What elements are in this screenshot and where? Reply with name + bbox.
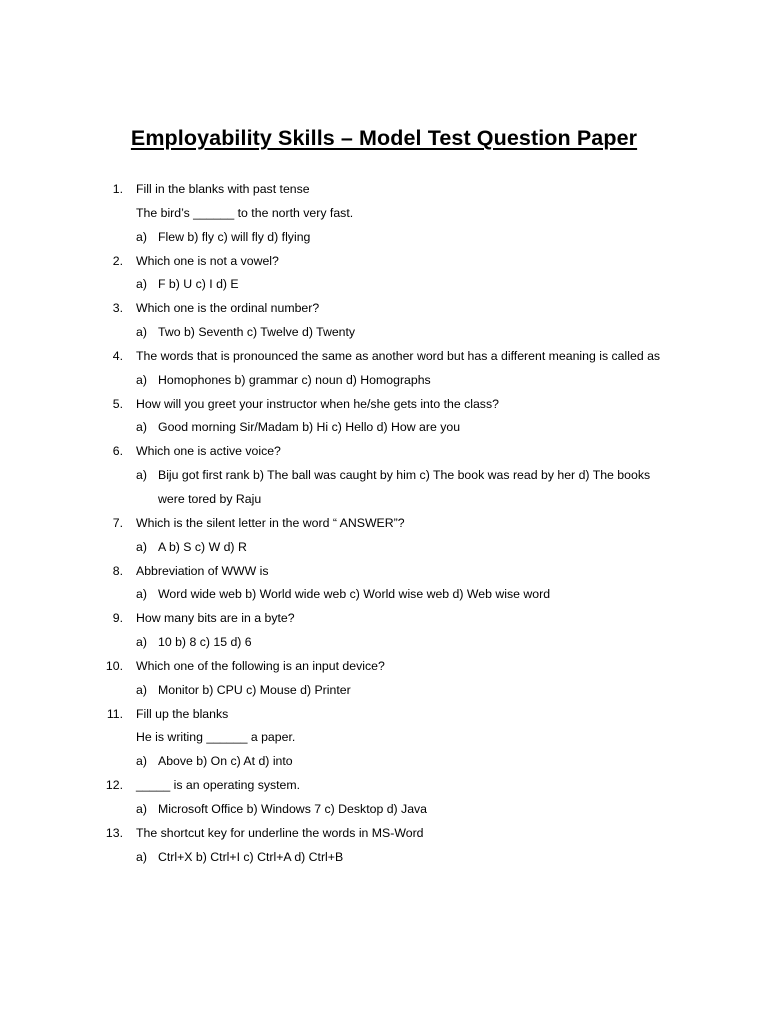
options-text: Biju got first rank b) The ball was caught by him c) The book was read by her d) The books	[158, 468, 651, 483]
question-text: The shortcut key for underline the words in MS-Word	[136, 825, 424, 840]
options-text: 10 b) 8 c) 15 d) 6	[158, 635, 252, 650]
question-12	[0, 774, 768, 798]
question-3	[0, 297, 768, 321]
question-2	[0, 250, 768, 274]
question-text: Which one of the following is an input device?	[136, 658, 385, 673]
question-5	[0, 393, 768, 417]
option-label: a)	[136, 587, 147, 602]
options-text: Ctrl+X b) Ctrl+I c) Ctrl+A d) Ctrl+B	[158, 849, 344, 864]
options-text: Above b) On c) At d) into	[158, 754, 293, 769]
question-text: Abbreviation of WWW is	[136, 563, 269, 578]
question-number: 13.	[105, 825, 123, 840]
question-13	[0, 822, 768, 846]
question-text: Fill in the blanks with past tense	[136, 182, 310, 196]
option-label: a)	[136, 277, 147, 292]
option-label: a)	[136, 801, 147, 816]
question-text: The words that is pronounced the same as another word but has a different meaning is called as	[136, 348, 661, 363]
question-5-options	[0, 416, 768, 440]
options-text: Flew b) fly c) will fly d) flying	[158, 229, 311, 244]
option-label: a)	[136, 682, 147, 697]
option-label: a)	[136, 754, 147, 769]
option-label: a)	[136, 635, 147, 650]
question-10-options	[0, 679, 768, 703]
question-sentence: The bird’s ______ to the north very fast.	[136, 205, 354, 220]
question-text: Fill up the blanks	[136, 706, 229, 721]
question-7	[0, 512, 768, 536]
question-number: 6.	[112, 444, 123, 459]
question-number: 10.	[105, 658, 123, 673]
question-number: 5.	[112, 396, 123, 411]
question-11-options	[0, 750, 768, 774]
options-text: Homophones b) grammar c) noun d) Homographs	[158, 372, 431, 387]
question-9-options	[0, 631, 768, 655]
option-label: a)	[136, 539, 147, 554]
options-text-continued: were tored by Raju	[158, 491, 262, 506]
option-label: a)	[136, 325, 147, 340]
options-text: A b) S c) W d) R	[158, 539, 247, 554]
question-number: 7.	[112, 515, 123, 530]
question-text: _____ is an operating system.	[136, 778, 301, 793]
question-2-options	[0, 273, 768, 297]
question-12-options	[0, 798, 768, 822]
question-number: 9.	[112, 611, 123, 626]
question-text: Which one is the ordinal number?	[136, 301, 320, 316]
question-sentence: He is writing ______ a paper.	[136, 730, 296, 745]
question-10	[0, 655, 768, 679]
option-label: a)	[136, 468, 147, 483]
options-text: Microsoft Office b) Windows 7 c) Desktop d) Java	[158, 801, 428, 816]
question-11-sentence	[0, 726, 768, 750]
options-text: Good morning Sir/Madam b) Hi c) Hello d) How are you	[158, 420, 461, 435]
question-1-sentence	[0, 202, 768, 226]
question-13-options	[0, 846, 768, 870]
options-text: Two b) Seventh c) Twelve d) Twenty	[158, 325, 356, 340]
question-6-options-continued	[0, 488, 768, 512]
question-3-options	[0, 321, 768, 345]
question-number: 4.	[112, 348, 123, 363]
question-text: Which one is active voice?	[136, 444, 281, 459]
question-number: 3.	[112, 301, 123, 316]
option-label: a)	[136, 420, 147, 435]
question-number: 8.	[112, 563, 123, 578]
question-list	[0, 178, 768, 869]
question-4-options	[0, 369, 768, 393]
option-label: a)	[136, 229, 147, 244]
question-1-options	[0, 226, 768, 250]
question-7-options	[0, 536, 768, 560]
question-text: How will you greet your instructor when he/she gets into the class?	[136, 396, 499, 411]
question-4	[0, 345, 768, 369]
option-label: a)	[136, 372, 147, 387]
question-number: 1.	[112, 182, 123, 196]
question-number: 11.	[106, 706, 123, 721]
question-1	[0, 178, 768, 202]
options-text: Monitor b) CPU c) Mouse d) Printer	[158, 682, 351, 697]
question-11	[0, 703, 768, 727]
question-text: Which is the silent letter in the word “ ANSWER”?	[136, 515, 405, 530]
question-text: How many bits are in a byte?	[136, 611, 295, 626]
question-8-options	[0, 583, 768, 607]
question-number: 12.	[105, 778, 123, 793]
options-text: F b) U c) I d) E	[158, 277, 239, 292]
question-6	[0, 440, 768, 464]
question-text: Which one is not a vowel?	[136, 253, 279, 268]
question-8	[0, 560, 768, 584]
option-label: a)	[136, 849, 147, 864]
question-6-options	[0, 464, 768, 488]
options-text: Word wide web b) World wide web c) World wise web d) Web wise word	[158, 587, 551, 602]
question-9	[0, 607, 768, 631]
page-title: Employability Skills – Model Test Question Paper	[130, 126, 638, 150]
question-number: 2.	[112, 253, 123, 268]
